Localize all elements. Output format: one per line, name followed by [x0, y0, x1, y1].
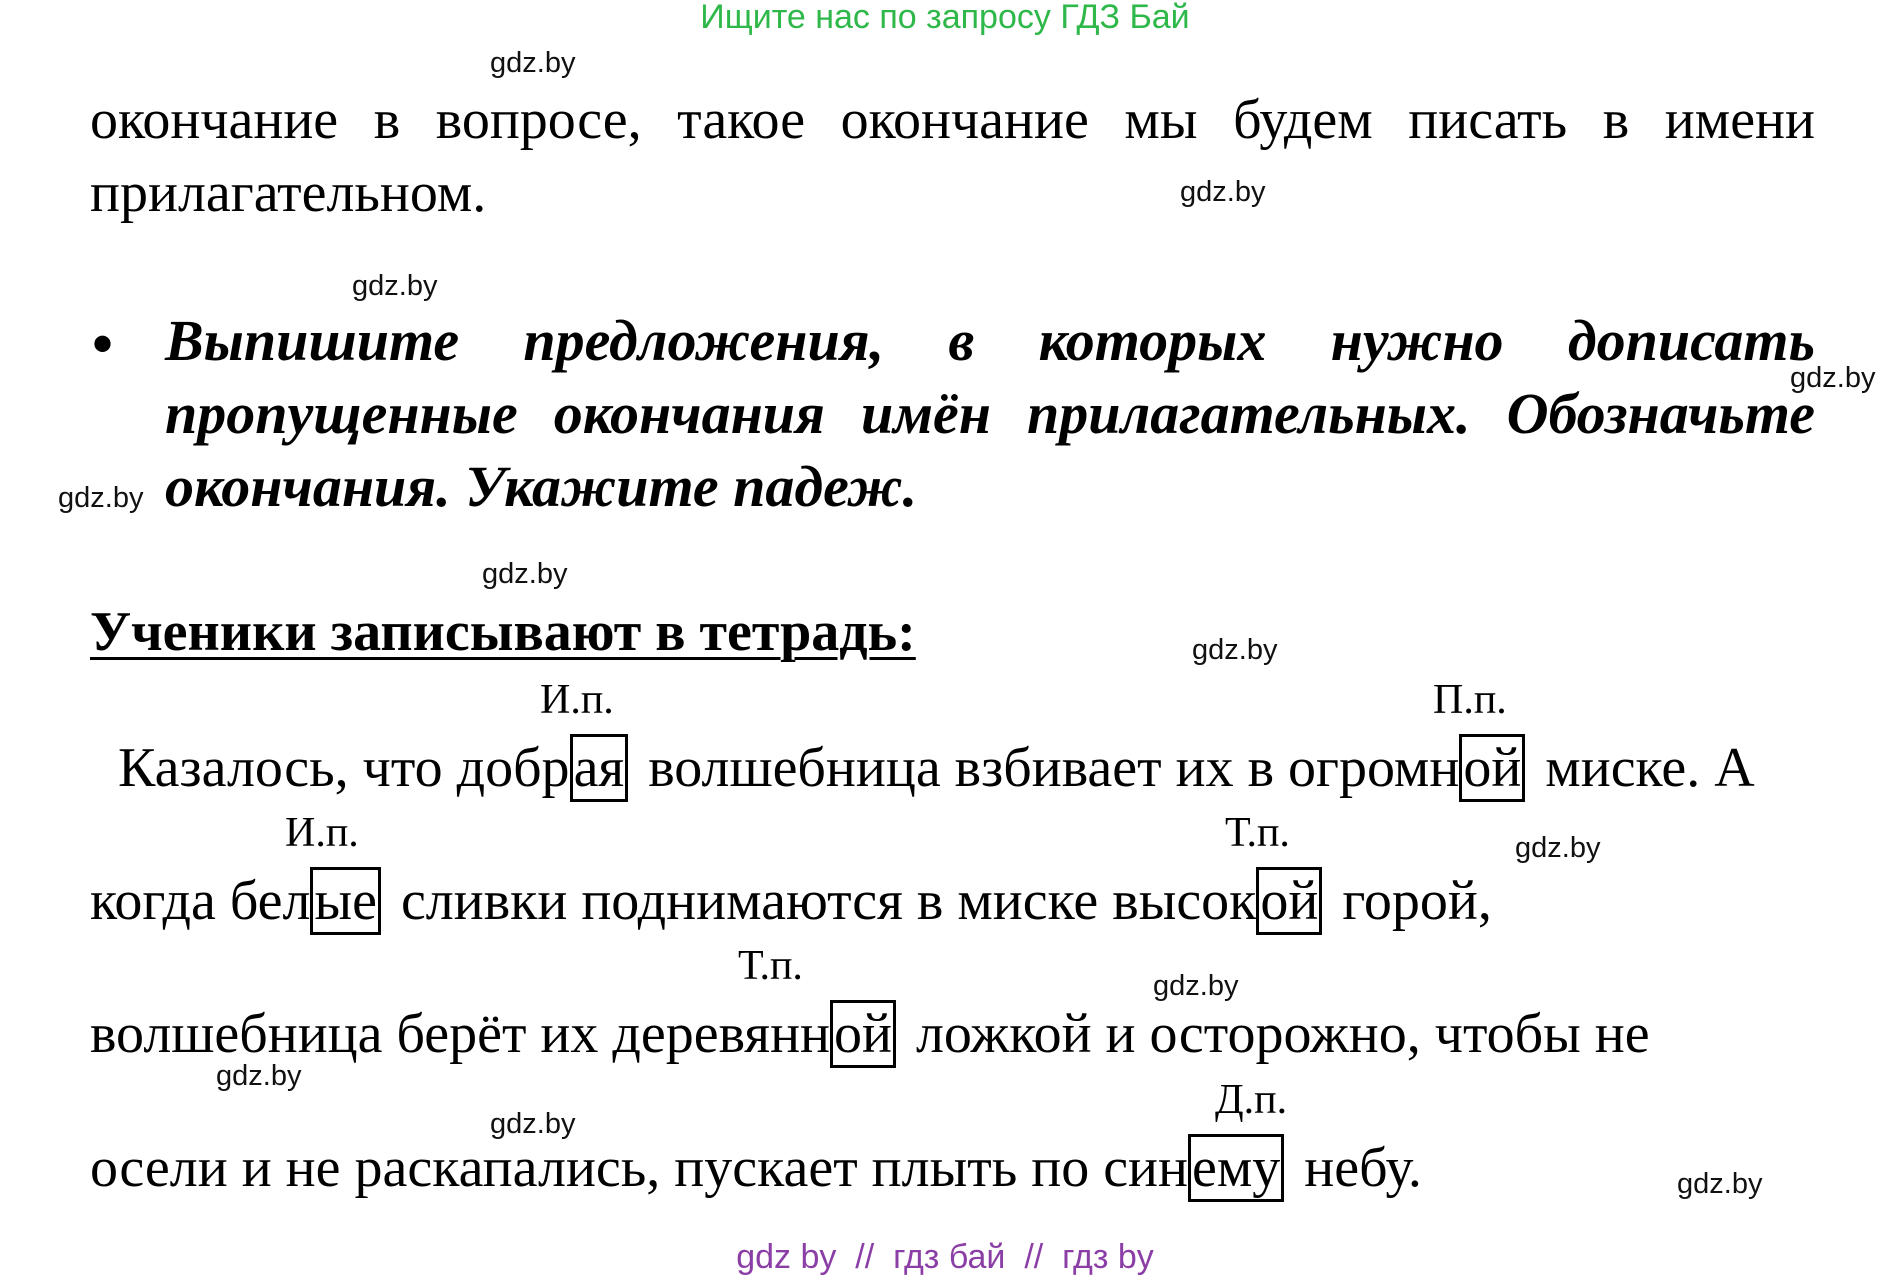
- section-heading: Ученики записывают в тетрадь:: [90, 601, 916, 663]
- ending-box: ой: [1256, 867, 1322, 935]
- watermark: gdz.by: [58, 482, 144, 514]
- ending-box: ой: [1459, 734, 1525, 802]
- sentence-line-4: [90, 1137, 1422, 1199]
- case-label: Т.п.: [738, 943, 803, 989]
- case-label: И.п.: [285, 810, 359, 856]
- case-label: Т.п.: [1225, 810, 1290, 856]
- intro-line-2: прилагательном.: [90, 162, 487, 224]
- task-line-1: Выпишите предложения, в которых нужно дописать: [165, 308, 1815, 373]
- task-line-2: пропущенные окончания имён прилагательных. Обозначьте: [165, 381, 1815, 446]
- ending-box: ему: [1188, 1134, 1284, 1202]
- ending-box: ая: [570, 734, 629, 802]
- case-label: П.п.: [1433, 677, 1507, 723]
- sentence-line-1: [118, 737, 1755, 799]
- sentence-text: когда бел: [90, 870, 311, 932]
- watermark: gdz.by: [1180, 176, 1266, 208]
- intro-line-1: окончание в вопросе, такое окончание мы будем писать в имени: [90, 89, 1815, 151]
- watermark: gdz.by: [352, 270, 438, 302]
- sentence-text: ложкой и осторожно, чтобы не: [901, 1003, 1650, 1065]
- sentence-text: волшебница взбивает их в огромн: [634, 737, 1460, 799]
- sentence-text: сливки поднимаются в миске высок: [386, 870, 1257, 932]
- sentence-text: осели и не раскапались, пускает плыть по син: [90, 1137, 1188, 1199]
- watermark: gdz.by: [1790, 362, 1876, 394]
- sentence-text: миске. А: [1531, 737, 1755, 799]
- ending-box: ые: [310, 867, 380, 935]
- watermark: gdz.by: [490, 47, 576, 79]
- watermark: gdz.by: [482, 558, 568, 590]
- case-label: Д.п.: [1215, 1077, 1288, 1123]
- ending-box: ой: [830, 1000, 896, 1068]
- case-label: И.п.: [540, 677, 614, 723]
- sentence-line-2: [90, 870, 1492, 932]
- sentence-text: Казалось, что добр: [118, 737, 570, 799]
- watermark: gdz.by: [1515, 832, 1601, 864]
- sentence-text: волшебница берёт их деревянн: [90, 1003, 831, 1065]
- watermark: gdz.by: [1192, 634, 1278, 666]
- sentence-text: небу.: [1290, 1137, 1422, 1199]
- task-line-3: окончания. Укажите падеж.: [165, 454, 918, 519]
- watermark: gdz.by: [1677, 1168, 1763, 1200]
- sentence-text: горой,: [1328, 870, 1492, 932]
- footer-links: gdz by // гдз бай // гдз by: [736, 1238, 1154, 1276]
- sentence-line-3: [90, 1003, 1650, 1065]
- task-bullet: •: [92, 311, 114, 377]
- top-banner: Ищите нас по запросу ГДЗ Бай: [700, 0, 1190, 36]
- watermark: gdz.by: [490, 1108, 576, 1140]
- watermark: gdz.by: [216, 1060, 302, 1092]
- watermark: gdz.by: [1153, 970, 1239, 1002]
